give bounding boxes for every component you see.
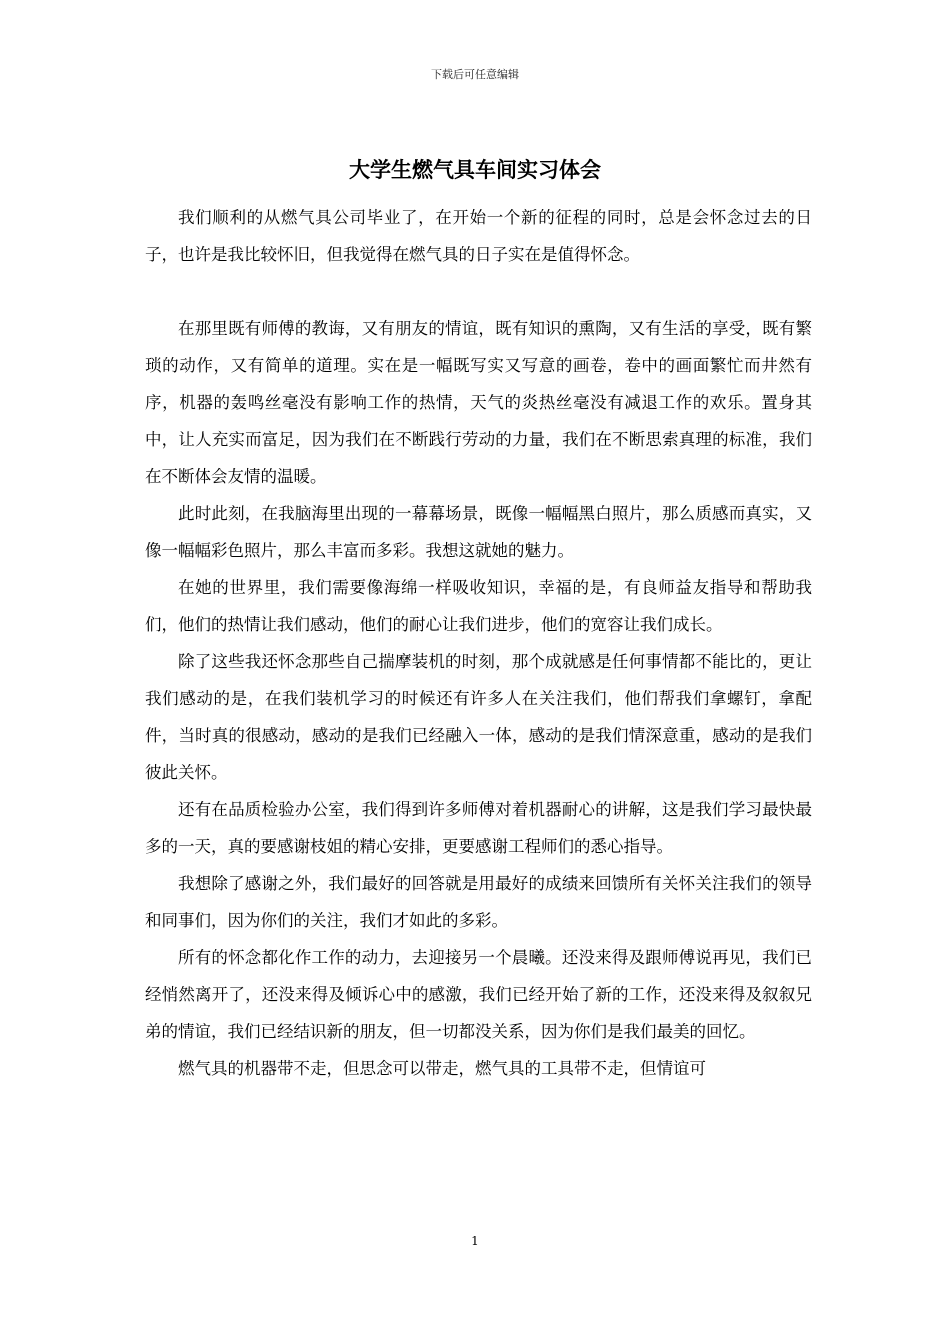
paragraph-3: 此时此刻，在我脑海里出现的一幕幕场景，既像一幅幅黑白照片，那么质感而真实，又像一幅幅彩色照片，那么丰富而多彩。我想这就她的魅力。 <box>145 504 812 560</box>
header-note: 下载后可任意编辑 <box>431 68 519 81</box>
paragraph-7: 我想除了感谢之外，我们最好的回答就是用最好的成绩来回馈所有关怀关注我们的领导和同事们，因为你们的关注，我们才如此的多彩。 <box>145 874 812 930</box>
paragraph-2: 在那里既有师傅的教诲，又有朋友的情谊，既有知识的熏陶，又有生活的享受，既有繁琐的动作，又有简单的道理。实在是一幅既写实又写意的画卷，卷中的画面繁忙而井然有序，机器的轰鸣丝毫没有影响工作的热情，天气的炎热丝毫没有减退工作的欢乐。置身其中，让人充实而富足，因为我们在不断践行劳动的力量，我们在不断思索真理的标准，我们在不断体会友情的温暖。 <box>145 319 812 486</box>
paragraph-1: 我们顺利的从燃气具公司毕业了，在开始一个新的征程的同时，总是会怀念过去的日子，也许是我比较怀旧，但我觉得在燃气具的日子实在是值得怀念。 <box>145 208 812 264</box>
page-title: 大学生燃气具车间实习体会 <box>349 157 601 182</box>
paragraph-8: 所有的怀念都化作工作的动力，去迎接另一个晨曦。还没来得及跟师傅说再见，我们已经悄然离开了，还没来得及倾诉心中的感激，我们已经开始了新的工作，还没来得及叙叙兄弟的情谊，我们已经结识新的朋友，但一切都没关系，因为你们是我们最美的回忆。 <box>145 948 812 1041</box>
paragraph-4: 在她的世界里，我们需要像海绵一样吸收知识，幸福的是，有良师益友指导和帮助我们，他们的热情让我们感动，他们的耐心让我们进步，他们的宽容让我们成长。 <box>145 578 812 634</box>
document-body <box>145 199 812 1087</box>
paragraph-6: 还有在品质检验办公室，我们得到许多师傅对着机器耐心的讲解，这是我们学习最快最多的一天，真的要感谢枝姐的精心安排，更要感谢工程师们的悉心指导。 <box>145 800 812 856</box>
paragraph-5: 除了这些我还怀念那些自己揣摩装机的时刻，那个成就感是任何事情都不能比的，更让我们感动的是，在我们装机学习的时候还有许多人在关注我们，他们帮我们拿螺钉，拿配件，当时真的很感动，感动的是我们已经融入一体，感动的是我们情深意重，感动的是我们彼此关怀。 <box>145 652 812 782</box>
paragraph-9: 燃气具的机器带不走，但思念可以带走，燃气具的工具带不走，但情谊可 <box>178 1059 706 1078</box>
page-number: 1 <box>471 1234 479 1248</box>
